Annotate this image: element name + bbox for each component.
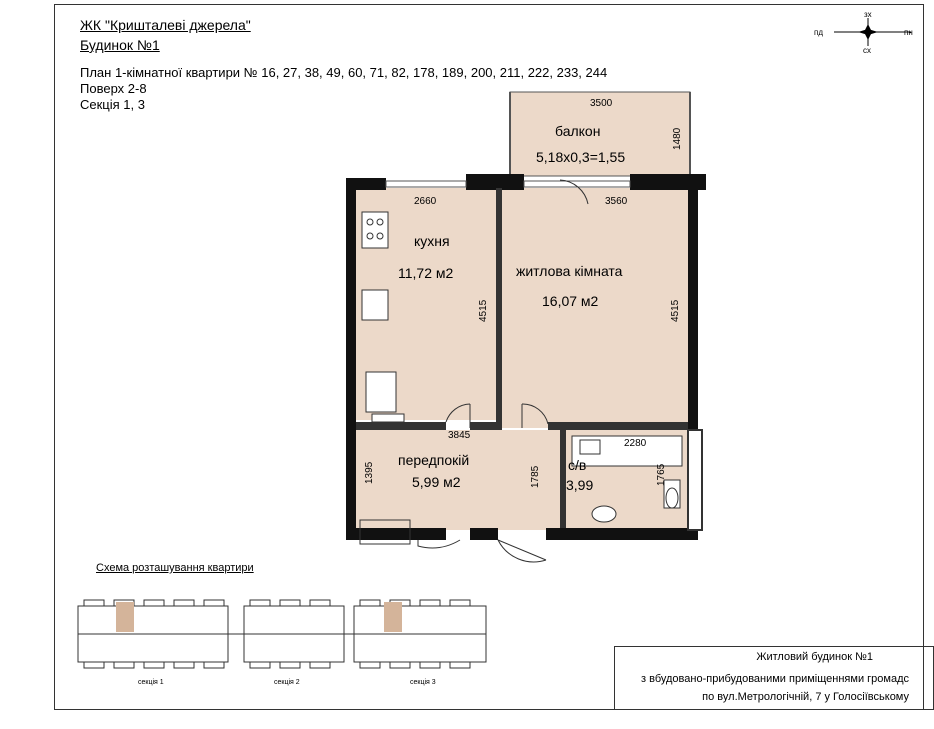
compass-north: зх bbox=[864, 10, 872, 19]
stamp-line-3: по вул.Метрологічній, 7 у Голосіївському bbox=[702, 691, 909, 703]
balcony-name: балкон bbox=[555, 123, 601, 139]
hall-area-value: 5,99 м2 bbox=[412, 474, 461, 490]
compass-east: пн bbox=[904, 28, 913, 37]
dim-balcony-height: 1480 bbox=[672, 127, 683, 150]
highlight-section-1 bbox=[116, 602, 134, 632]
dim-kitchen-height: 4515 bbox=[478, 299, 489, 322]
dim-balcony-width: 3500 bbox=[590, 98, 613, 109]
bath-name: с/в bbox=[568, 457, 587, 473]
stamp-line-1: Житловий будинок №1 bbox=[756, 651, 873, 663]
dim-hall-width: 3845 bbox=[448, 430, 471, 441]
sink-icon bbox=[362, 290, 388, 320]
stamp-line-2: з вбудовано-прибудованими приміщеннями громадс bbox=[641, 673, 909, 685]
schema-label-1: секція 1 bbox=[138, 679, 164, 686]
title-block bbox=[614, 646, 934, 710]
complex-title: ЖК "Кришталеві джерела" bbox=[80, 17, 251, 33]
hall-name: передпокій bbox=[398, 452, 470, 468]
dim-kitchen-width: 2660 bbox=[414, 196, 437, 207]
dim-bath-width: 2280 bbox=[624, 438, 647, 449]
living-name: житлова кімната bbox=[516, 263, 623, 279]
sections-info: Секція 1, 3 bbox=[80, 97, 145, 112]
dim-bath-height: 1765 bbox=[656, 463, 667, 486]
dim-living-width: 3560 bbox=[605, 196, 628, 207]
kitchen-name: кухня bbox=[414, 233, 450, 249]
washbasin-icon bbox=[592, 506, 616, 522]
counter-icon bbox=[366, 372, 396, 412]
schema-label-3: секція 3 bbox=[410, 679, 436, 686]
plan-apartments: План 1-кімнатної квартири № 16, 27, 38, 49, 60, 71, 82, 178, 189, 200, 211, 222, 233, 244 bbox=[80, 65, 608, 80]
highlight-section-3 bbox=[384, 602, 402, 632]
schema-label-2: секція 2 bbox=[274, 679, 300, 686]
location-schema bbox=[74, 596, 494, 688]
schema-title: Схема розташування квартири bbox=[96, 562, 254, 574]
dim-living-height: 4515 bbox=[670, 299, 681, 322]
balcony-area-value: 5,18х0,3=1,55 bbox=[536, 149, 626, 165]
floors-info: Поверх 2-8 bbox=[80, 81, 147, 96]
kitchen-area-value: 11,72 м2 bbox=[398, 265, 454, 281]
compass-south: сх bbox=[863, 46, 871, 55]
compass-west: пд bbox=[814, 28, 823, 37]
stove-icon bbox=[362, 212, 388, 248]
dim-hall-height-2: 1785 bbox=[530, 465, 541, 488]
bath-area-value: 3,99 bbox=[566, 477, 594, 493]
dim-hall-height: 1395 bbox=[364, 461, 375, 484]
living-area-value: 16,07 м2 bbox=[542, 293, 599, 309]
building-title: Будинок №1 bbox=[80, 37, 160, 53]
